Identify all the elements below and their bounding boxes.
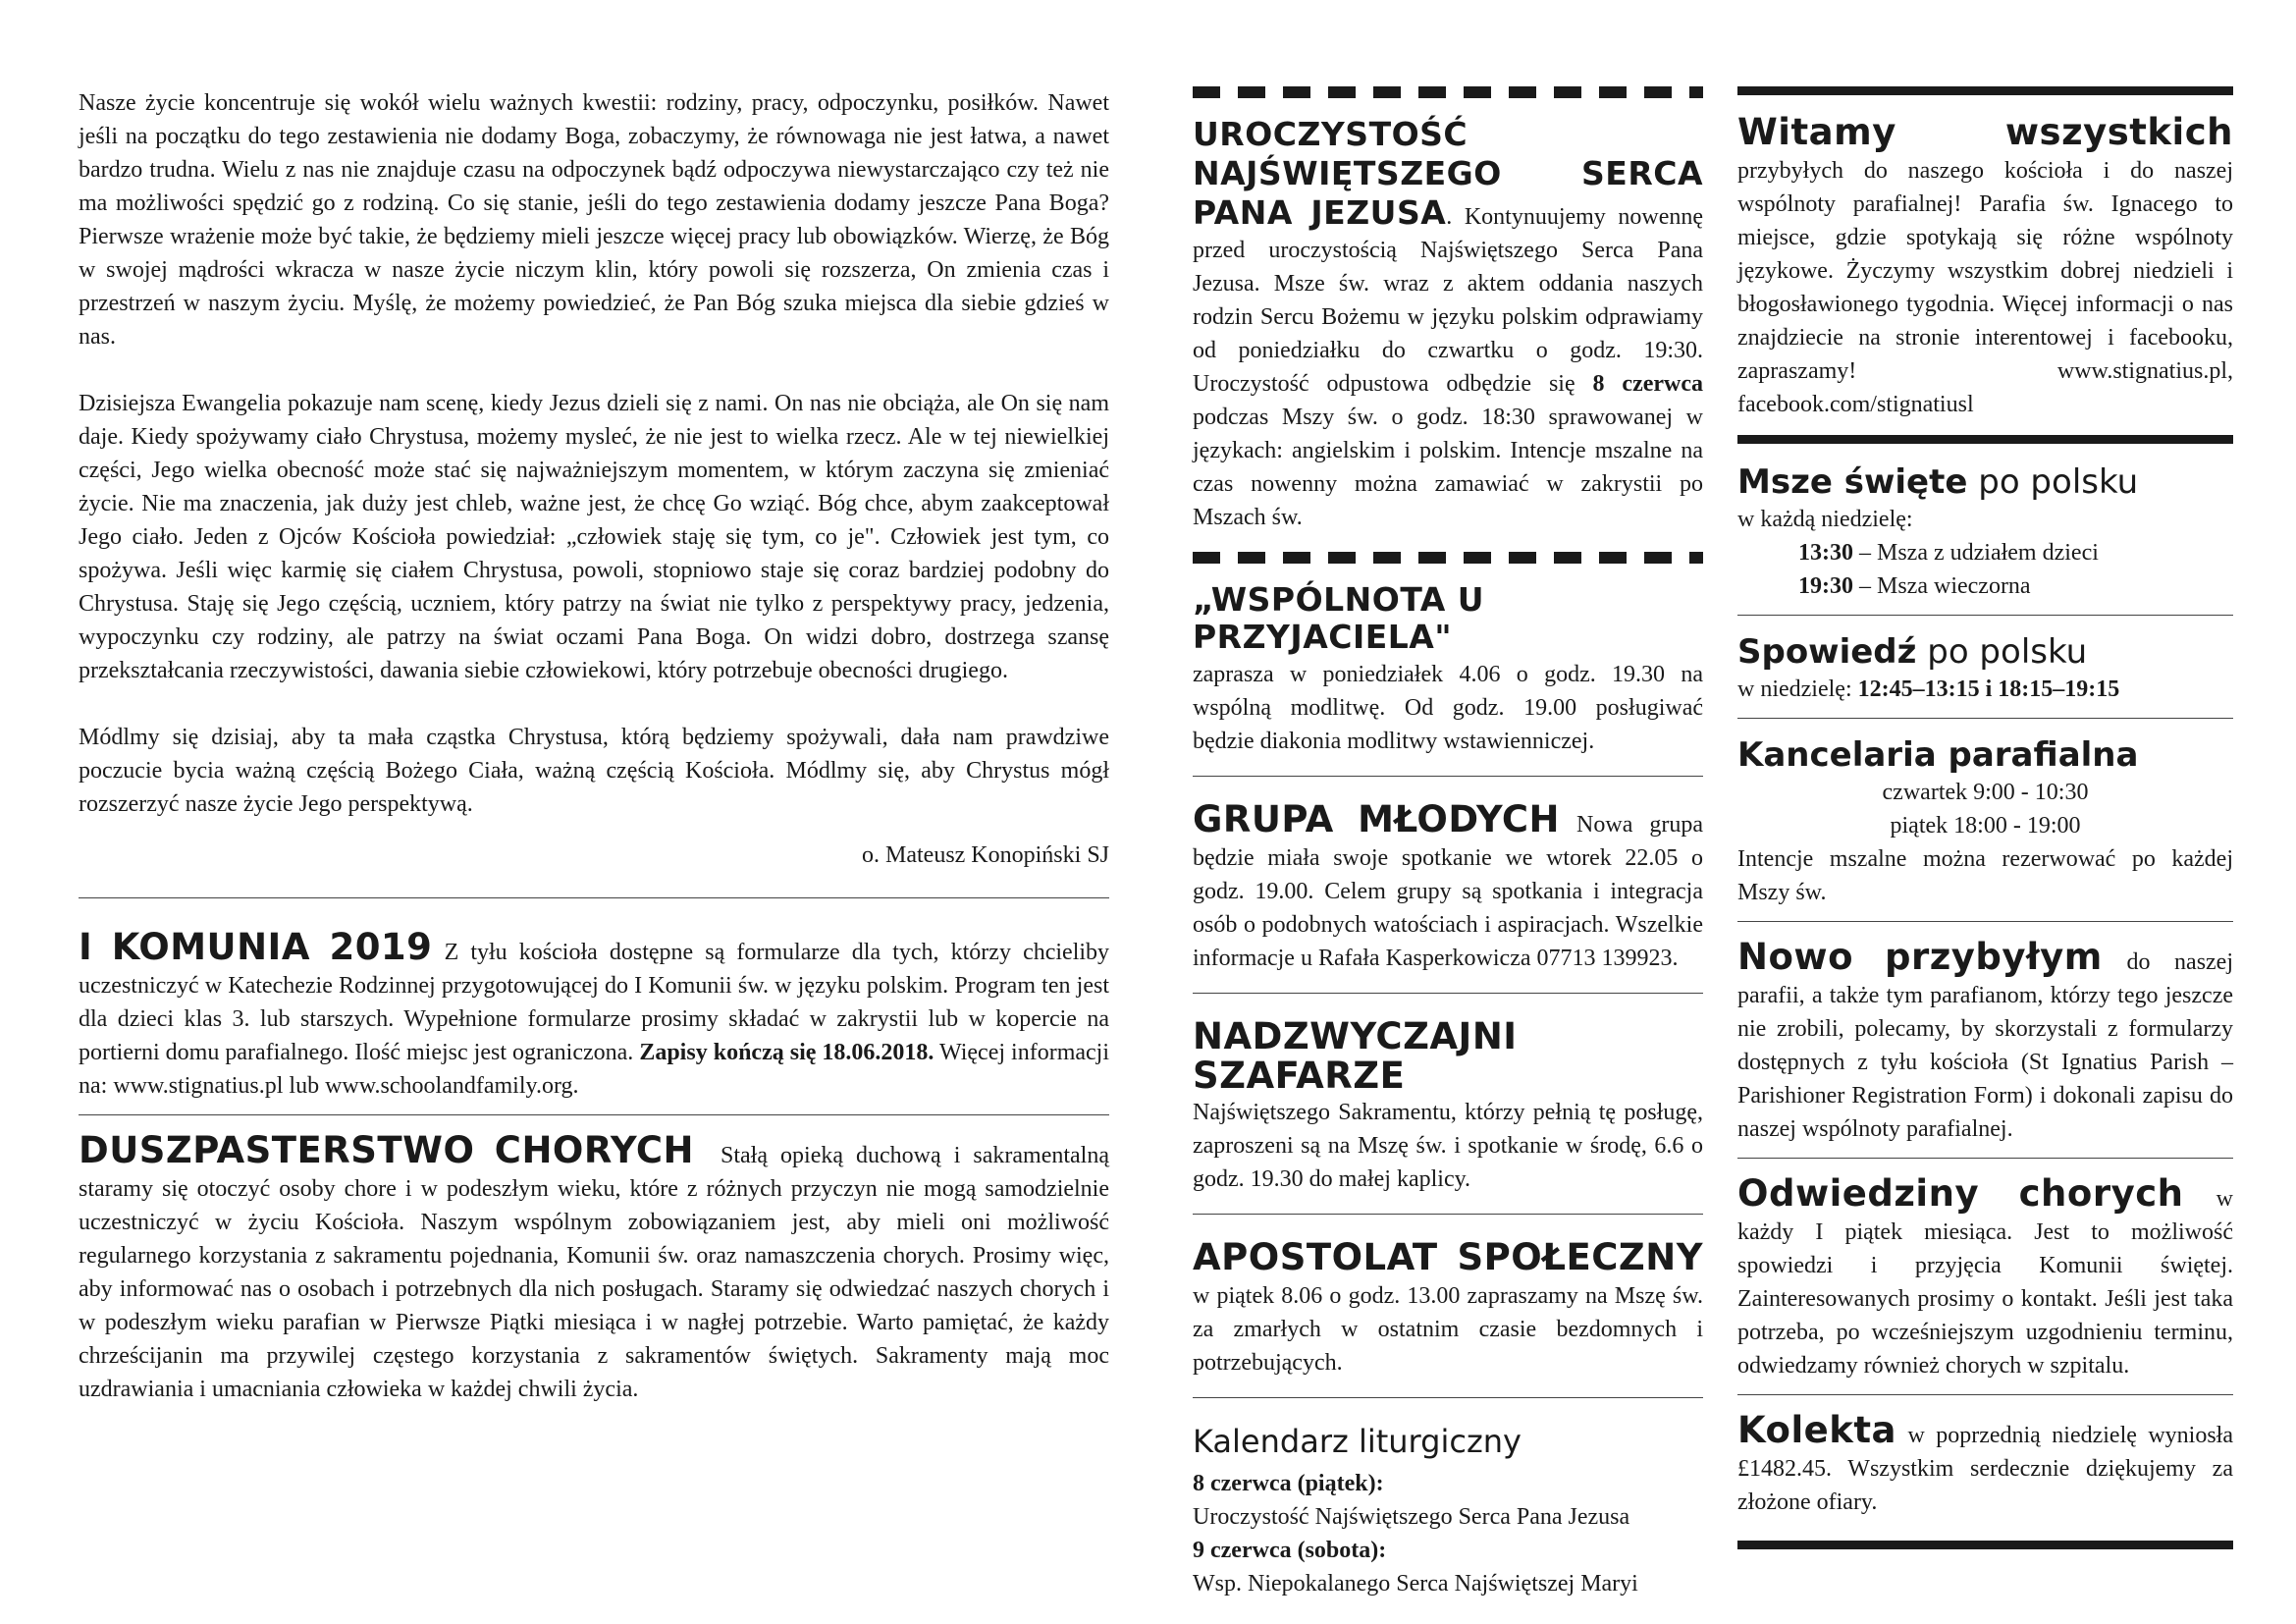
- kalendarz-section: [1193, 1422, 1703, 1600]
- komunia-more-info: Więcej informacji na: www.stignatius.pl lub www.schoolandfamily.org.: [79, 1040, 1110, 1099]
- msze-desc: – Msza wieczorna: [1853, 573, 2031, 599]
- homily-paragraph-3: Módlmy się dzisiaj, aby ta mała cząstka Chrystusa, którą będziemy spożywali, dała nam prawdziwe poczucie bycia ważną częścią Bożego Ciała, ważną częścią Kościoła. Módlmy się, aby Chrystus mógł rozszerzyć nasze życie Jego perspektywą.: [79, 725, 1109, 817]
- kancelaria-text: Intencje mszalne można rezerwować po każdej Mszy św.: [1737, 846, 2233, 905]
- szafarze-section: [1193, 1017, 1703, 1196]
- spowiedz-heading: Spowiedź: [1737, 632, 1917, 672]
- grupa-text: Nowa grupa będzie miała swoje spotkanie we wtorek 22.05 o godz. 19.00. Celem grupy są spotkania i integracja osób o podobnych watościach i aspiracjach. Wszelkie informacje u Rafała Kasperkowicza 07713 139923.: [1193, 812, 1704, 971]
- msze-time: 19:30: [1798, 573, 1853, 599]
- divider: [1737, 921, 2233, 922]
- komunia-section: [79, 928, 1109, 1103]
- divider: [1193, 1214, 1703, 1215]
- msze-heading-suffix: po polsku: [1967, 462, 2139, 502]
- nowo-heading: Nowo przybyłym: [1737, 936, 2103, 978]
- apostolat-text: w piątek 8.06 o godz. 13.00 zapraszamy na Mszę św. za zmarłych w ostatnim czasie bezdomnych i potrzebujących.: [1193, 1283, 1703, 1376]
- msze-time: 13:30: [1798, 540, 1853, 566]
- chorzy-heading: DUSZPASTERSTWO CHORYCH: [79, 1129, 694, 1171]
- divider: [1737, 718, 2233, 719]
- kancelaria-heading: Kancelaria parafialna: [1737, 735, 2139, 775]
- serce-text-after: podczas Mszy św. o godz. 18:30 sprawowanej w językach: angielskim i polskim. Intencje mszalne na czas nowenny można zamawiać w zakrystii po Mszach św.: [1193, 405, 1703, 530]
- msze-desc: – Msza z udziałem dzieci: [1853, 540, 2099, 566]
- msze-section: [1737, 461, 2233, 603]
- kalendarz-heading: Kalendarz liturgiczny: [1193, 1423, 1522, 1460]
- wspolnota-text: zaprasza w poniedziałek 4.06 o godz. 19.30 na wspólną modlitwę. Od godz. 19.00 posługiwać będzie diakonia modlitwy wstawienniczej.: [1193, 662, 1703, 754]
- komunia-heading: I KOMUNIA 2019: [79, 926, 433, 968]
- divider: [1193, 993, 1703, 994]
- spowiedz-heading-suffix: po polsku: [1916, 632, 2088, 672]
- kolekta-text: w poprzednią niedzielę wyniosła £1482.45. Wszystkim serdecznie dziękujemy za złożone ofiary.: [1737, 1423, 2233, 1515]
- kancelaria-section: [1737, 734, 2233, 909]
- left-column: [79, 86, 1109, 1406]
- witamy-section: [1737, 113, 2233, 421]
- odwiedziny-heading: Odwiedziny chorych: [1737, 1172, 2184, 1215]
- grupa-section: [1193, 800, 1703, 975]
- komunia-text: Z tyłu kościoła dostępne są formularze dla tych, którzy chcieliby uczestniczyć w Katechezie Rodzinnej przygotowującej do I Komunii św. w języku polskim. Program ten jest dla dzieci klas 3. lub starszych. Wypełnione formularze prosimy składać w zakrystii lub w kopercie na portierni domu parafialnego. Ilość miejsc jest ograniczona.: [79, 940, 1110, 1065]
- odwiedziny-section: [1737, 1174, 2233, 1382]
- wspolnota-heading: „WSPÓLNOTA U PRZYJACIELA": [1193, 580, 1485, 656]
- komunia-deadline: Zapisy kończą się 18.06.2018.: [639, 1040, 934, 1065]
- right-column: [1737, 86, 2233, 1567]
- wspolnota-section: [1193, 581, 1703, 758]
- apostolat-section: [1193, 1238, 1703, 1380]
- kolekta-heading: Kolekta: [1737, 1409, 1896, 1451]
- dashed-separator: [1193, 86, 1703, 98]
- chorzy-text: Stałą opieką duchową i sakramentalną staramy się otoczyć osoby chore i w podeszłym wieku, które z różnych przyczyn nie mogą samodzielnie uczestniczyć w życiu Kościoła. Naszym wspólnym zobowiązaniem jest, aby mieli oni możliwość regularnego korzystania z sakramentu pojednania, Komunii św. oraz namaszczenia chorych. Prosimy więc, aby informować nas o osobach i potrzebnych dla nich posługach. Staramy się odwiedzać naszych chorych i w podeszłym wieku parafian w Pierwsze Piątki miesiąca i w nagłej potrzebie. Warto pamiętać, że każdy chrześcijanin ma przywilej częstego korzystania z sakramentów świętych. Sakramenty mają moc uzdrawiania i umacniania człowieka w każdej chwili życia.: [79, 1143, 1109, 1402]
- szafarze-heading: NADZWYCZAJNI SZAFARZE: [1193, 1015, 1518, 1097]
- divider: [1193, 1397, 1703, 1398]
- divider: [79, 897, 1109, 898]
- msze-heading: Msze święte: [1737, 462, 1968, 502]
- msze-sub: w każdą niedzielę:: [1737, 507, 1913, 532]
- serce-date: 8 czerwca: [1592, 371, 1704, 397]
- kalendarz-desc: Uroczystość Najświętszego Serca Pana Jezusa: [1193, 1504, 1630, 1530]
- homily-signature: o. Mateusz Konopiński SJ: [862, 842, 1109, 868]
- witamy-text: przybyłych do naszego kościoła i do naszej wspólnoty parafialnej! Parafia św. Ignacego to miejsce, gdzie spotykają się różne wspólnoty językowe. Życzymy wszystkim dobrej niedzieli i błogosławionego tygodnia. Więcej informacji o nas znajdziecie na stronie interentowej i facebooku, zapraszamy! www.stignatius.pl, facebook.com/stignatiusl: [1737, 158, 2233, 417]
- middle-column: [1193, 86, 1703, 1600]
- kalendarz-date: 8 czerwca (piątek):: [1193, 1471, 1384, 1496]
- apostolat-heading: APOSTOLAT SPOŁECZNY: [1193, 1236, 1703, 1278]
- solid-separator: [1737, 1541, 2233, 1549]
- spowiedz-hours: 12:45–13:15 i 18:15–19:15: [1857, 677, 2120, 702]
- kalendarz-desc: Wsp. Niepokalanego Serca Najświętszej Maryi: [1193, 1571, 1638, 1597]
- serce-section: [1193, 116, 1703, 534]
- divider: [1737, 615, 2233, 616]
- solid-separator: [1737, 435, 2233, 444]
- divider: [1737, 1394, 2233, 1395]
- kancelaria-hours: piątek 18:00 - 19:00: [1890, 813, 2081, 839]
- witamy-heading: Witamy wszystkich: [1737, 111, 2233, 153]
- dashed-separator: [1193, 552, 1703, 564]
- odwiedziny-text: w każdy I piątek miesiąca. Jest to możliwość spowiedzi i przyjęcia Komunii świętej. Zainteresowanych prosimy o kontakt. Jeśli jest taka potrzeba, po wcześniejszym uzgodnieniu terminu, odwiedzamy również chorych w szpitalu.: [1737, 1186, 2233, 1379]
- divider: [79, 1114, 1109, 1115]
- nowo-text: do naszej parafii, a także tym parafianom, którzy tego jeszcze nie zrobili, polecamy, by skorzystali z formularzy dostępnych z tyłu kościoła (St Ignatius Parish – Parishioner Registration Form) i dokonali zapisu do naszej wspólnoty parafialnej.: [1737, 949, 2234, 1142]
- nowo-section: [1737, 938, 2233, 1146]
- kolekta-section: [1737, 1411, 2233, 1519]
- divider: [1737, 1158, 2233, 1159]
- serce-heading: UROCZYSTOŚĆ NAJŚWIĘTSZEGO SERCA PANA JEZUSA: [1193, 115, 1703, 232]
- serce-text: . Kontynuujemy nowennę przed uroczystością Najświętszego Serca Pana Jezusa. Msze św. wraz z aktem oddania naszych rodzin Sercu Bożemu w języku polskim odprawiamy od poniedziałku do czwartku o godz. 19:30. Uroczystość odpustowa odbędzie się: [1193, 204, 1704, 397]
- chorzy-section: [79, 1131, 1109, 1406]
- divider: [1193, 776, 1703, 777]
- homily-paragraph-2: Dzisiejsza Ewangelia pokazuje nam scenę, kiedy Jezus dzieli się z nami. On nas nie obciąża, ale On się nam daje. Kiedy spożywamy ciało Chrystusa, możemy mysleć, że nie jest to wielka rzecz. Ale w tej niewielkiej części, Jego wielka obecność może stać się najważniejszym momentem, w którym zaczyna się zmieniać życie. Nie ma znaczenia, jak duży jest chleb, ważne jest, że chcę Go wziąć. Bóg chce, abym zaakceptował Jego ciało. Jeden z Ojców Kościoła powiedział: „człowiek staję się tym, co je". Człowiek jest tym, co spożywa. Jeśli więc karmię się ciałem Chrystusa, powoli, stopniowo staje się coraz bardziej podobny do Chrystusa. Staję się Jego częścią, uczniem, który patrzy na świat nie tylko z perspektywy pracy, jedzenia, wypoczynku czy rodziny, ale patrzy na świat oczami Pana Boga. On widzi dobro, dostrzega szansę przekształcania rzeczywistości, dawania siebie człowiekowi, który potrzebuje obecności drugiego.: [79, 391, 1109, 683]
- szafarze-text: Najświętszego Sakramentu, którzy pełnią tę posługę, zaproszeni są na Mszę św. i spotkanie w środę, 6.6 o godz. 19.30 do małej kaplicy.: [1193, 1100, 1703, 1192]
- kancelaria-hours: czwartek 9:00 - 10:30: [1882, 780, 2089, 805]
- solid-separator: [1737, 86, 2233, 95]
- grupa-heading: GRUPA MŁODYCH: [1193, 798, 1560, 840]
- spowiedz-section: [1737, 631, 2233, 706]
- spowiedz-text: w niedzielę:: [1737, 677, 1858, 702]
- kalendarz-date: 9 czerwca (sobota):: [1193, 1538, 1387, 1563]
- homily-paragraph-1: Nasze życie koncentruje się wokół wielu ważnych kwestii: rodziny, pracy, odpoczynku, posiłków. Nawet jeśli na początku do tego zestawienia nie dodamy Boga, zobaczymy, że równowaga nie jest łatwa, a nawet bardzo trudna. Wielu z nas nie znajduje czasu na odpoczynek bądź odpoczywa niewystarczająco czy też nie ma możliwości spędzić go z rodziną. Co się stanie, jeśli do tego zestawienia dodamy jeszcze Pana Boga? Pierwsze wrażenie może być takie, że będziemy mieli jeszcze więcej pracy lub obowiązków. Wierzę, że Bóg w swojej mądrości wkracza w nasze życie niczym klin, który powoli się rozszerza, On zmienia czas i przestrzeń w naszym życiu. Myślę, że możemy powiedzieć, że Pan Bóg szuka miejsca dla siebie gdzieś w nas.: [79, 90, 1109, 350]
